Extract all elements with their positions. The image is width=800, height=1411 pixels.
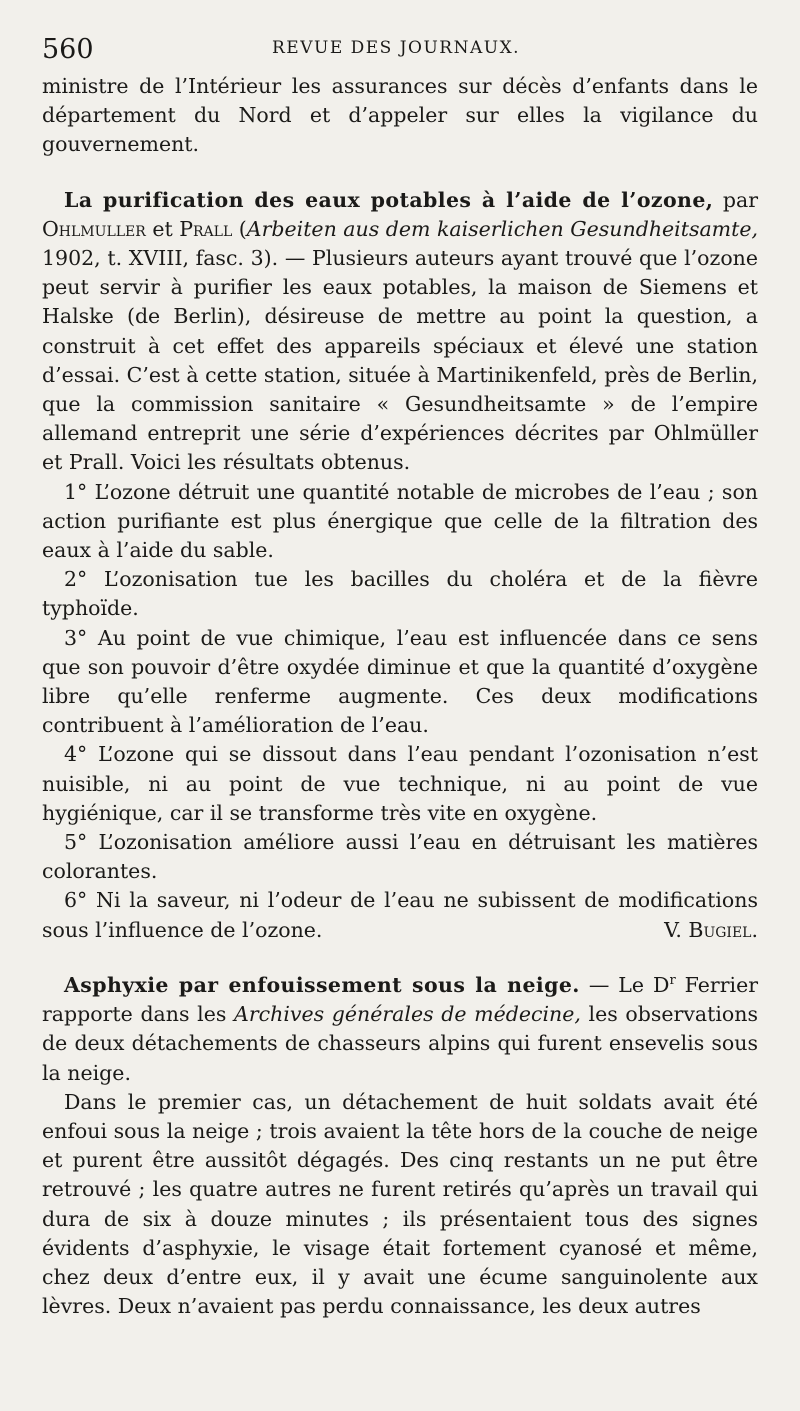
article-asphyxie-text1: Ferrier rapporte dans les	[42, 972, 759, 1027]
article-ozone	[42, 186, 758, 945]
result-point: 2° L’ozonisation tue les bacilles du choléra et de la fièvre typhoïde.	[42, 567, 758, 621]
article-ozone-and: et	[145, 216, 180, 241]
article-asphyxie	[42, 971, 758, 1321]
result-point: 5° L’ozonisation améliore aussi l’eau en détruisant les matières colorantes.	[42, 830, 758, 884]
author-prall: Prall	[179, 216, 233, 241]
page-header	[42, 28, 758, 72]
result-point-last	[42, 886, 758, 944]
doctor-abbrev: D	[653, 972, 670, 997]
article-ozone-title: La purification des eaux potables à l’aide de l’ozone,	[64, 187, 714, 212]
signature-initial: V.	[664, 917, 689, 942]
article-asphyxie-dash: — Le	[579, 972, 654, 997]
result-point: 3° Au point de vue chimique, l’eau est influencée dans ce sens que son pouvoir d’être oxydée diminue et que la quantité d’oxygène libre qu’elle renferme augmente. Ces deux modifications contribuent à l’amélioration de l’eau.	[42, 625, 758, 738]
article-ozone-body: — Plusieurs auteurs ayant trouvé que l’ozone peut servir à purifier les eaux potables, la maison de Siemens et Halske (de Berlin), désireuse de mettre au point la question, a construit à cet effet des appareils spéciaux et élevé une station d’essai. C’est à cette station, située à Martinikenfeld, près de Berlin, que la commission sanitaire « Gesundheitsamte » de l’empire allemand entreprit une série d’expériences décrites par Ohlmüller et Prall. Voici les résultats obtenus.	[42, 246, 758, 475]
article-asphyxie-paragraph-2: Dans le premier cas, un détachement de huit soldats avait été enfoui sous la neige ; trois avaient la tête hors de la couche de neige et purent être aussitôt dégagés. Des cinq restants un ne put être retrouvé ; les quatre autres ne furent retirés qu’après un travail qui dura de six à douze minutes ; ils présentaient tous des signes évidents d’asphyxie, le visage était fortement cyanosé et même, chez deux d’entre eux, il y avait une écume sanguinolente aux lèvres. Deux n’avaient pas perdu connaissance, les deux autres	[42, 1089, 758, 1319]
intro-paragraph: ministre de l’Intérieur les assurances sur décès d’enfants dans le département du Nord et d’appeler sur elles la vigilance du gouvernement.	[42, 74, 758, 157]
result-point: 4° L’ozone qui se dissout dans l’eau pendant l’ozonisation n’est nuisible, ni au point de vue technique, ni au point de vue hygiénique, car il se transforme très vite en oxygène.	[42, 742, 758, 825]
article-asphyxie-lead	[42, 971, 758, 1088]
article-asphyxie-text2: les observations de deux détachements de chasseurs alpins qui furent ensevelis sous la neige.	[42, 1002, 758, 1085]
page-number: 560	[42, 34, 94, 65]
doctor-abbrev-sup: r	[669, 973, 676, 989]
article-ozone-by: par	[713, 187, 758, 212]
article-ozone-lead	[42, 186, 758, 478]
signature-name: Bugiel.	[688, 917, 758, 942]
body-text	[42, 72, 758, 1321]
citation-open: (	[232, 216, 247, 241]
signature	[642, 916, 758, 945]
result-point-6: 6° Ni la saveur, ni l’odeur de l’eau ne subissent de modifications sous l’influence de l’ozone.	[42, 888, 758, 942]
running-title: REVUE DES JOURNAUX.	[272, 38, 521, 58]
article-asphyxie-title: Asphyxie par enfouissement sous la neige.	[64, 972, 580, 997]
author-ohlmuller: Ohlmuller	[42, 216, 146, 241]
journal-gesundheitsamte: Arbeiten aus dem kaiserlichen Gesundheitsamte,	[246, 216, 759, 241]
journal-archives: Archives générales de médecine,	[234, 1002, 581, 1027]
result-point: 1° L’ozone détruit une quantité notable de microbes de l’eau ; son action purifiante est plus énergique que celle de la filtration des eaux à l’aide du sable.	[42, 479, 758, 563]
citation-rest: 1902, t. XVIII, fasc. 3).	[42, 246, 279, 271]
